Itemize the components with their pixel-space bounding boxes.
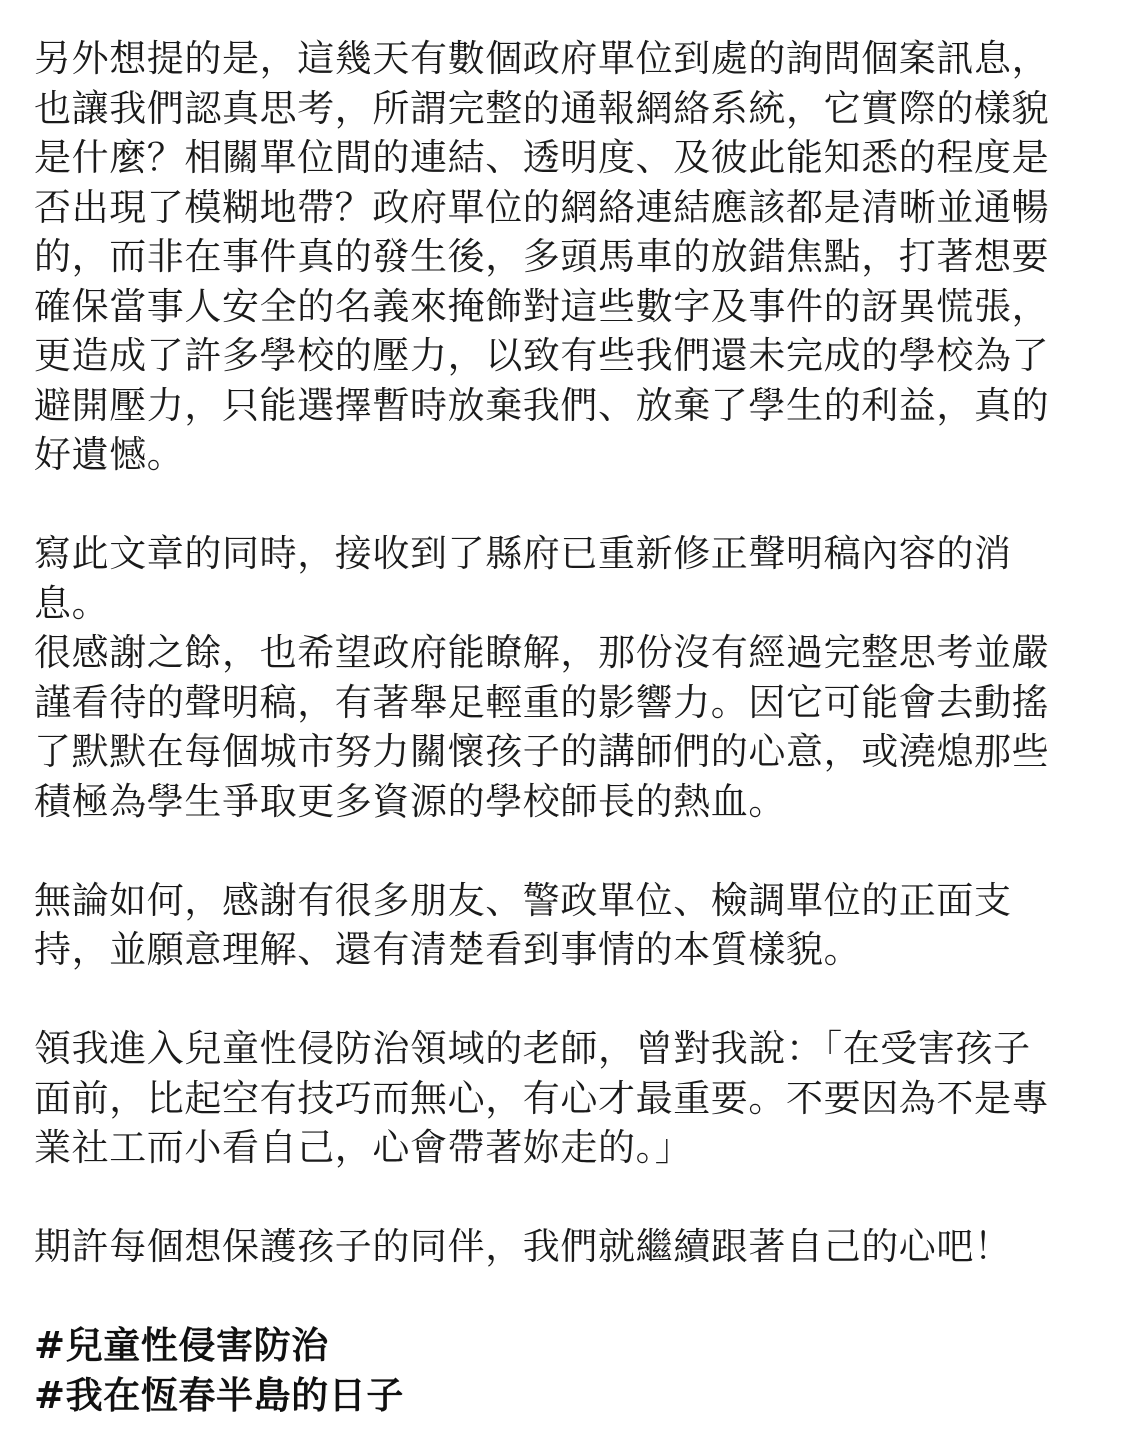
text-line: 業社工而小看自己，心會帶著妳走的。」 (34, 1126, 693, 1169)
paragraph (34, 1222, 1114, 1272)
text-line: 寫此文章的同時，接收到了縣府已重新修正聲明稿內容的消 (34, 532, 1012, 575)
paragraph-spacer (34, 480, 1114, 530)
text-line: 期許每個想保護孩子的同伴，我們就繼續跟著自己的心吧！ (34, 1225, 1012, 1268)
text-line: 另外想提的是，這幾天有數個政府單位到處的詢問個案訊息， (34, 37, 1050, 80)
text-line: 領我進入兒童性侵防治領域的老師，曾對我說：「在受害孩子 (34, 1027, 1031, 1070)
text-line: 謹看待的聲明稿，有著舉足輕重的影響力。因它可能會去動搖 (34, 680, 1050, 724)
text-line: 更造成了許多學校的壓力，以致有些我們還未完成的學校為了 (34, 334, 1050, 377)
hashtag-link[interactable]: #我在恆春半島的日子 (34, 1373, 405, 1417)
text-line: 很感謝之餘，也希望政府能瞭解，那份沒有經過完整思考並嚴 (34, 631, 1050, 674)
text-line: 的，而非在事件真的發生後，多頭馬車的放錯焦點，打著想要 (34, 235, 1050, 278)
text-line: 避開壓力，只能選擇暫時放棄我們、放棄了學生的利益，真的 (34, 383, 1050, 427)
text-line: 持，並願意理解、還有清楚看到事情的本質樣貌。 (34, 928, 862, 971)
text-line: 否出現了模糊地帶？政府單位的網絡連結應該都是清晰並通暢 (34, 185, 1050, 229)
text-line: 好遺憾。 (34, 433, 185, 476)
text-line: 確保當事人安全的名義來掩飾對這些數字及事件的訝異慌張， (34, 284, 1050, 328)
paragraph (34, 529, 1114, 826)
paragraph (34, 34, 1114, 480)
paragraph-spacer (34, 826, 1114, 876)
text-line: 積極為學生爭取更多資源的學校師長的熱血。 (34, 779, 786, 823)
paragraph-spacer (34, 1173, 1114, 1223)
text-line: 了默默在每個城市努力關懷孩子的講師們的心意，或澆熄那些 (34, 730, 1050, 773)
text-line: 面前，比起空有技巧而無心，有心才最重要。不要因為不是專 (34, 1076, 1050, 1120)
text-line: 也讓我們認真思考，所謂完整的通報網絡系統，它實際的樣貌 (34, 86, 1050, 130)
post-body (34, 34, 1114, 1420)
paragraph-spacer (34, 1272, 1114, 1322)
text-line: 息。 (34, 581, 110, 625)
text-line: 是什麼？相關單位間的連結、透明度、及彼此能知悉的程度是 (34, 136, 1050, 179)
paragraph (34, 876, 1114, 975)
text-line: 無論如何，感謝有很多朋友、警政單位、檢調單位的正面支 (34, 878, 1012, 922)
paragraph-spacer (34, 975, 1114, 1025)
hashtag-list (34, 1321, 1114, 1420)
hashtag-link[interactable]: #兒童性侵害防治 (34, 1324, 329, 1367)
paragraph (34, 1024, 1114, 1173)
